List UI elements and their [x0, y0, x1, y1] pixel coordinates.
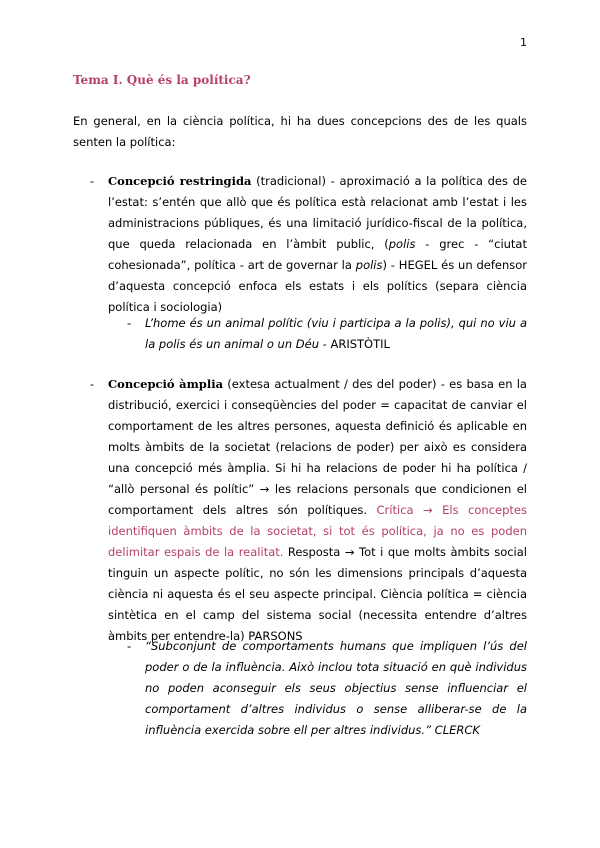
- sub-bullet-marker: -: [127, 316, 132, 330]
- broad-text-1: (extesa actualment / des del poder) - es basa en la distribució, exercici i conseqüències del poder = capacitat de canviar el comportament de les altres persones, aquesta definició és aplicable en molts àmbits de la societat (relacions de poder) per això es considera una concepció més àmplia. Si hi ha relacions de poder hi ha política / “allò personal és polític” → les relacions personals que condicionen el comportament dels altres són polítiques.: [108, 377, 527, 517]
- page-title: Tema I. Què és la política?: [73, 73, 251, 87]
- restricted-concept-term: Concepció restringida: [108, 174, 252, 188]
- sub-bullet-marker: -: [127, 639, 132, 653]
- restricted-text-2: - grec - “ciutat cohesionada”, política - art de governar la: [108, 237, 527, 272]
- aristotle-quote: [145, 313, 527, 355]
- aristotle-attribution: - ARISTÒTIL: [319, 337, 390, 351]
- restricted-text-3: ) - HEGEL és un defensor d’aquesta concepció enfoca els estats i els polítics (separa ciència política i sociologia): [108, 258, 527, 314]
- polis-term: polis: [388, 237, 416, 251]
- page-number: 1: [520, 36, 527, 49]
- clerck-attribution: CLERCK: [431, 723, 480, 737]
- restricted-text-1: (tradicional) - aproximació a la política des de l’estat: s’entén que allò que és política està relacionat amb l’estat i les administracions públiques, és una limitació jurídico-fiscal de la política, que queda relacionada en l’àmbit public, (: [108, 174, 527, 251]
- broad-concept-term: Concepció àmplia: [108, 377, 224, 391]
- intro-paragraph: En general, en la ciència política, hi ha dues concepcions des de les quals senten la política:: [73, 114, 527, 149]
- critique-text: Crítica → Els conceptes identifiquen àmbits de la societat, si tot és política, ja no es poden delimitar espais de la realitat.: [108, 503, 527, 559]
- broad-concept-paragraph: [108, 374, 527, 647]
- broad-text-2: Resposta → Tot i que molts àmbits social tinguin un aspecte polític, no són les dimensions principals d’aquesta ciència ni aquesta és el seu aspecte principal. Ciència política = ciència sintètica en el camp del sistema social (necessita entendre d’altres àmbits per entendre-la) PARSONS: [108, 545, 527, 643]
- bullet-marker: -: [90, 377, 95, 391]
- clerck-quote-text: “Subconjunt de comportaments humans que impliquen l’ús del poder o de la influència. Això inclou tota situació en què individus no poden aconseguir els seus objectius sense influenciar el comportament d’altres individus o sense alliberar-se de la influència exercida sobre ell per altres individus.”: [145, 639, 527, 737]
- restricted-concept-paragraph: [108, 171, 527, 318]
- aristotle-quote-text: L’home és un animal polític (viu i participa a la polis), qui no viu a la polis és un animal o un Déu: [145, 316, 527, 351]
- polis-term: polis: [355, 258, 383, 272]
- bullet-marker: -: [90, 174, 95, 188]
- clerck-quote: [145, 636, 527, 741]
